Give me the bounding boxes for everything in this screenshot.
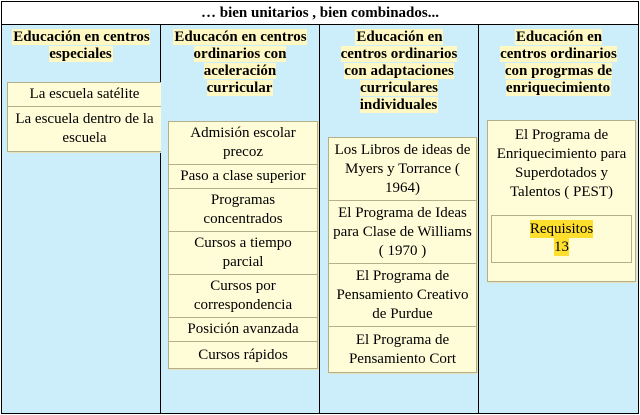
list-item: El Programa de Pensamiento Creativo de Purdue (329, 264, 476, 327)
list-item: El Programa de Ideas para Clase de Williams ( 1970 ) (329, 201, 476, 264)
requirements-box (491, 215, 632, 263)
list-item: Cursos a tiempo parcial (169, 232, 317, 275)
list-item: La escuela dentro de la escuela (15, 111, 154, 146)
list-item: Cursos rápidos (198, 346, 288, 363)
list-item: Posición avanzada (169, 318, 317, 342)
item-list (168, 121, 318, 369)
item-list (7, 82, 162, 152)
list-item: Cursos por correspondencia (169, 275, 317, 318)
diagram-title: … bien unitarios , bien combinados... (2, 2, 638, 25)
requirements-label: Requisitos (529, 221, 594, 237)
list-item: Programas concentrados (169, 189, 317, 232)
column-heading: Educacón en centros ordinarios con aceleración curricular (174, 29, 307, 96)
list-item: El Programa de Enriquecimiento para Superdotados y Talentos ( PEST) (496, 127, 627, 200)
item-list (487, 120, 636, 282)
column-heading: Educación en centros especiales (13, 29, 150, 62)
column-acceleration (161, 25, 320, 413)
list-item: Paso a clase superior (169, 165, 317, 189)
requirements-count: 13 (554, 239, 569, 255)
list-item: Admisión escolar precoz (169, 122, 317, 165)
list-item: El Programa de Pensamiento Cort (348, 331, 457, 367)
column-special-centers (2, 25, 161, 413)
list-item: La escuela satélite (8, 83, 161, 107)
column-curricular-adaptations (320, 25, 479, 413)
diagram-frame (1, 1, 639, 414)
column-enrichment (479, 25, 638, 413)
list-item: Los Libros de ideas de Myers y Torrance ( 1964) (329, 138, 476, 201)
column-heading: Educación en centros ordinarios con progrmas de enriquecimiento (500, 29, 617, 96)
column-heading: Educación en centros ordinarios con adaptaciones curriculares individuales (340, 29, 458, 113)
item-list (328, 137, 477, 373)
